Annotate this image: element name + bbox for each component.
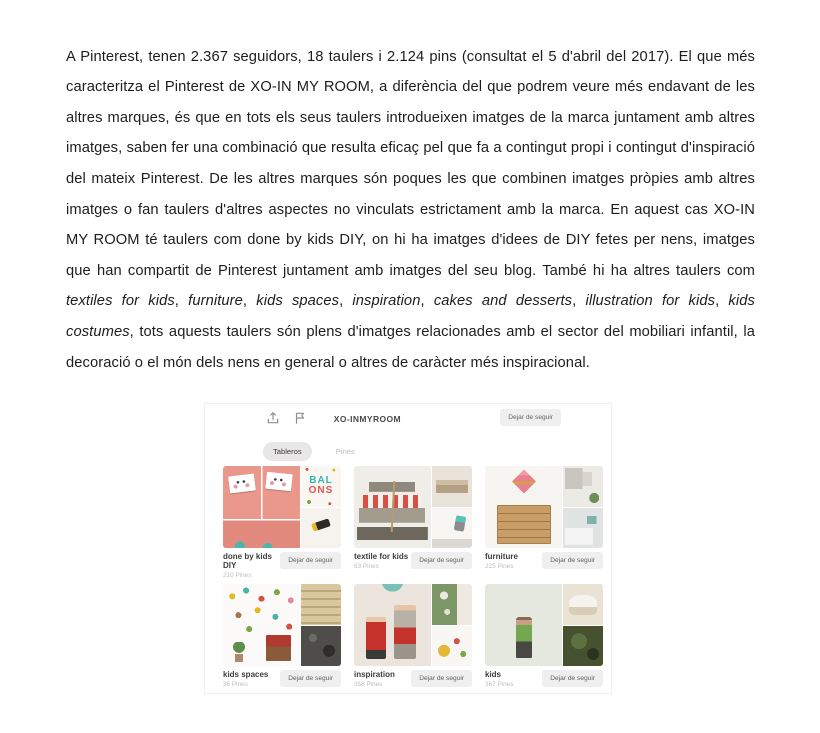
board-card	[223, 466, 341, 579]
unfollow-board-button[interactable]: Dejar de seguir	[280, 552, 341, 569]
board-name[interactable]: inspiration	[354, 670, 395, 679]
paragraph-text: ,	[242, 293, 257, 310]
board-thumb-rt-image[interactable]	[563, 584, 603, 625]
share-icon[interactable]	[266, 411, 280, 425]
board-thumb-rb-image[interactable]	[563, 626, 603, 667]
board-thumb-rb-image[interactable]	[432, 508, 472, 549]
board-thumb-rb-image[interactable]	[432, 626, 472, 667]
unfollow-board-button[interactable]: Dejar de seguir	[542, 670, 603, 687]
profile-title: XO-INMYROOM	[333, 414, 401, 424]
board-pin-count: 210 Pines	[223, 572, 252, 579]
paragraph-text: ,	[339, 293, 353, 310]
board-info	[485, 670, 603, 692]
board-card	[485, 584, 603, 692]
pinterest-embed	[205, 404, 611, 693]
board-pin-count: 367 Pines	[485, 681, 514, 688]
board-card	[354, 584, 472, 692]
tab-pines[interactable]: Pines	[335, 447, 355, 456]
board-thumb-rt-image[interactable]	[301, 584, 341, 625]
board-text	[485, 670, 513, 688]
unfollow-board-button[interactable]: Dejar de seguir	[542, 552, 603, 569]
board-thumbnail[interactable]	[354, 584, 472, 666]
board-thumbnail[interactable]	[485, 584, 603, 666]
paragraph-text: ,	[715, 293, 729, 310]
board-thumb-rt-image[interactable]	[301, 466, 341, 507]
board-name[interactable]: done by kids DIY	[223, 552, 272, 570]
paragraph-text: ,	[174, 293, 189, 310]
unfollow-board-button[interactable]: Dejar de seguir	[280, 670, 341, 687]
profile-tabs	[263, 442, 365, 461]
board-thumb-main-image[interactable]	[485, 584, 562, 666]
unfollow-board-button[interactable]: Dejar de seguir	[411, 552, 472, 569]
board-text	[223, 670, 268, 688]
unfollow-board-button[interactable]: Dejar de seguir	[411, 670, 472, 687]
board-name-italic-text: illustration for kids	[585, 293, 716, 310]
board-pin-count: 358 Pines	[354, 681, 383, 688]
board-thumb-main-image[interactable]	[485, 466, 562, 548]
paragraph-text: ,	[572, 293, 586, 310]
board-thumb-rb-image[interactable]	[563, 508, 603, 549]
board-thumbnail[interactable]	[354, 466, 472, 548]
board-thumb-main-image[interactable]	[223, 584, 300, 666]
board-thumb-rb-image[interactable]	[301, 508, 341, 549]
board-info	[354, 670, 472, 692]
board-name[interactable]: kids	[485, 670, 502, 679]
board-thumb-rt-image[interactable]	[432, 584, 472, 625]
board-text	[354, 552, 408, 570]
board-name-italic-text: kids spaces	[256, 293, 340, 310]
board-name[interactable]: textile for kids	[354, 552, 409, 561]
board-pin-count: 63 Pines	[354, 563, 379, 570]
boards-grid	[223, 466, 603, 692]
board-name-italic-text: furniture	[188, 293, 243, 310]
board-thumbnail[interactable]	[223, 466, 341, 548]
board-card	[223, 584, 341, 692]
balloons-lettering: BAL ONS	[308, 475, 334, 497]
board-thumb-main-image[interactable]	[354, 584, 431, 666]
board-thumbnail[interactable]	[223, 584, 341, 666]
board-thumb-rt-image[interactable]	[563, 466, 603, 507]
paragraph-text: , tots aquests taulers són plens d'imatges relacionades amb el sector del mobiliari infantil, la decoració o el món dels nens en general o altres de caràcter més inspiracional.	[66, 324, 755, 371]
board-info	[223, 670, 341, 692]
board-text	[223, 552, 280, 579]
board-thumbnail[interactable]	[485, 466, 603, 548]
board-name[interactable]: furniture	[485, 552, 518, 561]
board-pin-count: 36 Pines	[223, 681, 248, 688]
flag-icon[interactable]	[293, 411, 307, 425]
paragraph-text: ,	[420, 293, 434, 310]
board-name-italic-text: inspiration	[352, 293, 421, 310]
board-name-italic-text: kids costumes	[66, 293, 755, 341]
board-text	[354, 670, 395, 688]
board-info	[485, 552, 603, 574]
tab-tableros[interactable]: Tableros	[263, 442, 312, 461]
board-card	[485, 466, 603, 574]
unfollow-profile-button[interactable]: Dejar de seguir	[500, 409, 561, 426]
paragraph-text: A Pinterest, tenen 2.367 seguidors, 18 taulers i 2.124 pins (consultat el 5 d'abril del 2017). El que més caracteritza el Pinterest de XO-IN MY ROOM, a diferència del que podrem veure més endavant de les altres marques, és que en tots els seus taulers introdueixen imatges de la marca juntament amb altres imatges, saben fer una combinació que resulta eficaç pel que fa a contingut propi i contingut d'inspiració del mateix Pinterest. De les altres marques són poques les que combinen imatges pròpies amb altres imatges o fan taulers d'altres aspectes no vinculats estrictament amb la marca. En aquest cas XO-IN MY ROOM té taulers com done by kids DIY, on hi ha imatges d'idees de DIY fetes per nens, imatges que han compartit de Pinterest juntament amb imatges del seu blog. També hi ha altres taulers com	[66, 48, 755, 279]
board-thumb-main-image[interactable]	[354, 466, 431, 548]
board-thumb-rt-image[interactable]	[432, 466, 472, 507]
board-thumb-main-image[interactable]	[223, 466, 300, 548]
board-thumb-rb-image[interactable]	[301, 626, 341, 667]
board-info	[223, 552, 341, 579]
board-name-italic-text: cakes and desserts	[433, 293, 573, 310]
board-text	[485, 552, 518, 570]
board-info	[354, 552, 472, 574]
board-card	[354, 466, 472, 574]
board-name[interactable]: kids spaces	[223, 670, 269, 679]
body-paragraph	[66, 42, 755, 379]
board-name-italic-text: textiles for kids	[66, 293, 175, 310]
board-pin-count: 225 Pines	[485, 563, 514, 570]
